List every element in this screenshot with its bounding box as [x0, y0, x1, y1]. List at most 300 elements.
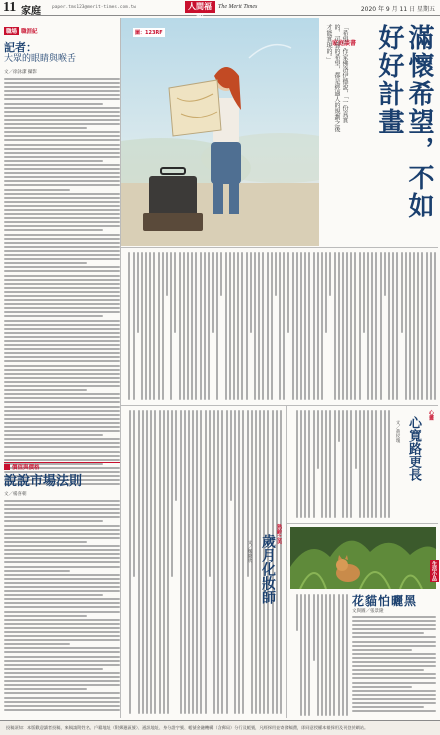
text-column-line: [304, 410, 306, 518]
text-line: [4, 446, 120, 448]
submission-notice: 投稿須知：本版歡迎讀者投稿，來稿請附姓名、戶籍地址（附郵遞區號）、通訊地址、身分證字號、帳號金融機構（含郵局）分行及帳號，凡經採用並寄發稿費，即同意授權本報採用及刊登於網站。: [6, 725, 369, 730]
lower-article-byline: 文／鄭慶欣: [247, 540, 252, 563]
text-line: [4, 635, 120, 637]
text-line: [352, 710, 436, 712]
text-column-line: [149, 252, 151, 400]
text-line: [4, 660, 120, 662]
text-column-line: [216, 252, 218, 400]
text-line: [4, 561, 120, 563]
text-line: [4, 451, 120, 453]
text-column-line: [196, 410, 198, 714]
text-column-line: [409, 252, 411, 400]
text-column-line: [334, 252, 336, 400]
text-line: [4, 229, 103, 231]
text-column-line: [401, 252, 403, 333]
text-line: [4, 418, 120, 420]
text-column-line: [321, 252, 323, 400]
text-column-line: [359, 410, 361, 518]
text-column-line: [237, 252, 239, 400]
text-column-line: [175, 410, 177, 501]
text-column-line: [242, 410, 244, 714]
text-line: [4, 422, 120, 424]
text-column-line: [321, 410, 323, 518]
text-line: [4, 438, 120, 440]
text-line: [4, 160, 103, 162]
lower-article-body: [292, 594, 348, 716]
text-line: [4, 123, 120, 125]
text-line: [4, 570, 70, 572]
text-column-line: [192, 410, 194, 714]
text-line: [4, 566, 120, 568]
text-line: [4, 164, 120, 166]
lower-article-title: 歲月化妝師: [260, 534, 276, 604]
text-line: [352, 669, 424, 671]
text-column-line: [325, 410, 327, 518]
text-line: [4, 315, 103, 317]
text-column-line: [317, 410, 319, 469]
text-column-line: [179, 252, 181, 400]
text-line: [4, 500, 120, 502]
text-line: [4, 299, 120, 301]
article-title: 記者：: [4, 41, 37, 54]
text-column-line: [283, 252, 285, 400]
text-column-line: [300, 252, 302, 400]
text-line: [4, 557, 120, 559]
text-line: [4, 266, 120, 268]
text-line: [352, 641, 436, 643]
text-line: [352, 616, 436, 618]
text-column-line: [367, 410, 369, 518]
text-column-line: [188, 410, 190, 714]
text-column-line: [271, 252, 273, 400]
text-column-line: [317, 594, 319, 716]
text-line: [4, 139, 120, 141]
text-line: [4, 705, 120, 707]
text-column-line: [246, 252, 248, 400]
text-line: [4, 107, 120, 109]
page-number: 11: [3, 0, 17, 15]
text-column-line: [187, 252, 189, 400]
text-column-line: [371, 410, 373, 518]
feature-headline-block: [320, 18, 438, 246]
text-line: [4, 332, 120, 334]
text-column-line: [384, 410, 386, 518]
feature-headline: 滿懷希望，不如好好計畫: [374, 24, 434, 220]
text-column-line: [128, 252, 130, 400]
text-line: [4, 709, 120, 711]
middle-article-title: 心寬路更長: [406, 416, 421, 481]
text-line: [4, 639, 120, 641]
text-column-line: [146, 410, 148, 714]
text-column-line: [142, 410, 144, 714]
text-line: [4, 352, 120, 354]
text-line: [352, 686, 412, 688]
text-line: [4, 131, 120, 133]
price-article-title: 說說市場法則: [4, 474, 83, 489]
feature-badge: 家庭談書: [332, 40, 357, 47]
text-column-line: [204, 252, 206, 400]
price-article-text: [4, 500, 120, 711]
text-column-line: [230, 410, 232, 501]
text-column-line: [275, 252, 277, 296]
text-line: [4, 643, 70, 645]
text-line: [352, 694, 436, 696]
text-column-line: [329, 252, 331, 296]
text-column-line: [171, 410, 173, 577]
text-column-line: [313, 594, 315, 661]
text-line: [4, 90, 120, 92]
text-column-line: [159, 410, 161, 714]
text-line: [4, 291, 120, 293]
text-column-line: [254, 252, 256, 400]
text-line: [4, 553, 120, 555]
text-line: [4, 414, 120, 416]
text-column-line: [137, 252, 139, 333]
text-line: [4, 525, 120, 527]
text-line: [4, 529, 120, 531]
text-line: [4, 295, 120, 297]
text-column-line: [195, 252, 197, 400]
text-line: [4, 86, 120, 88]
column-divider: [286, 405, 287, 718]
text-line: [4, 344, 120, 346]
text-line: [4, 144, 120, 146]
text-line: [4, 193, 120, 195]
text-column-line: [430, 252, 432, 400]
text-column-line: [375, 410, 377, 518]
text-line: [4, 82, 120, 84]
text-line: [352, 636, 436, 638]
text-line: [4, 348, 120, 350]
text-column-line: [333, 594, 335, 716]
text-line: [4, 377, 120, 379]
text-column-line: [300, 410, 302, 518]
text-line: [352, 632, 424, 634]
text-line: [4, 94, 120, 96]
article-subtitle: 大眾的眼睛與喉舌: [4, 54, 77, 64]
price-section-label: [4, 454, 120, 471]
newspaper-logo: 人間福: [185, 1, 215, 13]
text-line: [4, 385, 120, 387]
text-line: [4, 78, 120, 80]
text-column-line: [321, 594, 323, 716]
text-line: [4, 545, 120, 547]
text-line: [4, 389, 87, 391]
text-column-line: [229, 252, 231, 400]
text-column-line: [367, 252, 369, 400]
text-line: [4, 246, 120, 248]
text-line: [4, 217, 120, 219]
text-line: [4, 279, 120, 281]
text-line: [4, 213, 120, 215]
text-line: [4, 668, 103, 670]
text-column-line: [392, 252, 394, 400]
text-column-line: [233, 252, 235, 400]
text-line: [4, 611, 120, 613]
text-column-line: [234, 410, 236, 714]
text-line: [4, 549, 120, 551]
text-line: [4, 520, 103, 522]
text-column-line: [191, 252, 193, 400]
article-kicker: [4, 27, 38, 35]
text-column-line: [304, 594, 306, 716]
text-line: [4, 602, 120, 604]
text-column-line: [200, 252, 202, 400]
text-column-line: [180, 410, 182, 714]
issue-date: 2020 年 9 月 11 日 星期五: [360, 6, 435, 13]
text-line: [4, 651, 120, 653]
text-column-line: [163, 410, 165, 714]
text-line: [4, 311, 120, 313]
text-column-line: [250, 252, 252, 333]
text-line: [4, 410, 120, 412]
text-line: [352, 690, 436, 692]
text-line: [4, 647, 120, 649]
text-line: [4, 168, 120, 170]
text-column-line: [133, 410, 135, 577]
text-line: [4, 275, 120, 277]
text-line: [352, 673, 436, 675]
text-column-line: [350, 252, 352, 400]
text-line: [4, 119, 120, 121]
text-line: [4, 615, 87, 617]
text-line: [4, 606, 120, 608]
text-line: [4, 664, 120, 666]
text-column-line: [346, 594, 348, 716]
text-line: [4, 209, 120, 211]
section-label-text: 價值與價格: [12, 465, 40, 471]
text-line: [4, 586, 120, 588]
feature-photo: [121, 18, 319, 246]
text-line: [4, 197, 120, 199]
text-line: [4, 426, 120, 428]
text-column-line: [304, 252, 306, 400]
text-line: [352, 677, 436, 679]
text-column-line: [212, 252, 214, 333]
text-line: [4, 324, 120, 326]
text-line: [4, 701, 120, 703]
feature-quote: 「希望」作家佛洛伊德說，「一份真實的、可靠的希望，都是經過人的規劃之後才能實現的。」: [325, 24, 348, 132]
text-column-line: [280, 410, 282, 714]
text-line: [4, 262, 87, 264]
text-column-line: [405, 252, 407, 400]
text-line: [4, 172, 120, 174]
text-column-line: [255, 410, 257, 714]
cat-article-title: 花貓怕曬黑: [352, 594, 418, 608]
text-line: [4, 221, 120, 223]
text-column-line: [238, 410, 240, 714]
text-line: [4, 574, 120, 576]
text-line: [4, 176, 120, 178]
text-column-line: [338, 594, 340, 716]
text-column-line: [434, 252, 436, 400]
text-column-line: [350, 410, 352, 518]
text-line: [4, 656, 120, 658]
text-line: [4, 152, 120, 154]
text-column-line: [363, 410, 365, 518]
text-line: [4, 676, 120, 678]
text-line: [4, 307, 120, 309]
text-line: [4, 365, 120, 367]
text-line: [4, 340, 120, 342]
text-line: [4, 148, 120, 150]
text-line: [4, 270, 120, 272]
newspaper-logo-en: The Merit Times: [218, 4, 258, 10]
text-line: [4, 328, 120, 330]
text-line: [4, 442, 120, 444]
text-line: [352, 620, 436, 622]
text-line: [4, 369, 120, 371]
text-line: [352, 657, 436, 659]
text-line: [4, 115, 120, 117]
text-column-line: [317, 252, 319, 400]
text-column-line: [296, 252, 298, 400]
text-line: [4, 111, 120, 113]
text-column-line: [221, 410, 223, 714]
text-line: [4, 680, 120, 682]
text-column-line: [150, 410, 152, 714]
text-line: [4, 406, 120, 408]
text-column-line: [217, 410, 219, 714]
text-line: [4, 533, 120, 535]
text-column-line: [359, 252, 361, 400]
text-column-line: [396, 252, 398, 400]
text-line: [4, 598, 120, 600]
text-line: [4, 393, 120, 395]
text-column-line: [342, 252, 344, 400]
text-column-line: [421, 252, 423, 400]
text-line: [4, 287, 120, 289]
text-line: [4, 594, 103, 596]
text-column-line: [166, 252, 168, 296]
cat-article-byline: 文與圖／張景隆: [352, 609, 384, 614]
text-column-line: [308, 594, 310, 716]
text-line: [4, 537, 120, 539]
row-divider: [121, 247, 438, 248]
text-line: [4, 590, 120, 592]
text-line: [4, 627, 120, 629]
text-column-line: [183, 252, 185, 400]
text-column-line: [329, 410, 331, 518]
text-column-line: [129, 410, 131, 714]
text-column-line: [138, 410, 140, 714]
text-column-line: [174, 252, 176, 333]
text-line: [4, 373, 120, 375]
text-column-line: [375, 252, 377, 400]
text-column-line: [296, 410, 298, 518]
text-line: [4, 225, 120, 227]
cat-article-body: [352, 616, 436, 712]
text-column-line: [162, 252, 164, 400]
text-line: [352, 706, 424, 708]
text-column-line: [346, 252, 348, 400]
cat-in-plants-image: [290, 527, 436, 589]
row-divider: [121, 405, 438, 406]
text-line: [4, 697, 120, 699]
text-line: [4, 672, 120, 674]
text-line: [4, 238, 120, 240]
text-line: [4, 336, 120, 338]
text-line: [352, 653, 436, 655]
text-column-line: [170, 252, 172, 400]
cat-photo: [290, 527, 436, 589]
text-column-line: [371, 252, 373, 400]
text-column-line: [154, 410, 156, 714]
text-line: [4, 254, 120, 256]
text-column-line: [262, 252, 264, 400]
text-column-line: [426, 252, 428, 400]
text-column-line: [267, 252, 269, 400]
text-column-line: [208, 252, 210, 400]
text-column-line: [258, 252, 260, 400]
text-line: [4, 303, 120, 305]
text-line: [4, 127, 87, 129]
section-name: 家庭: [21, 6, 41, 17]
text-column-line: [226, 410, 228, 714]
text-line: [352, 624, 436, 626]
text-column-line: [417, 252, 419, 400]
row-divider: [286, 523, 438, 524]
text-line: [352, 649, 412, 651]
text-column-line: [133, 252, 135, 400]
text-line: [4, 103, 103, 105]
text-column-line: [388, 252, 390, 400]
text-line: [4, 242, 120, 244]
traveler-illustration: [121, 18, 319, 246]
text-line: [4, 508, 120, 510]
text-line: [4, 434, 103, 436]
text-line: [4, 578, 120, 580]
text-column-line: [241, 252, 243, 400]
text-line: [352, 661, 436, 663]
middle-article-label: 心靈: [428, 410, 434, 420]
page-footer: [0, 720, 440, 735]
page-header: [0, 0, 440, 16]
text-column-line: [384, 252, 386, 296]
text-line: [4, 397, 120, 399]
text-column-line: [158, 252, 160, 400]
text-column-line: [279, 252, 281, 400]
text-line: [4, 623, 120, 625]
text-column-line: [342, 410, 344, 518]
text-column-line: [380, 410, 382, 518]
text-column-line: [338, 252, 340, 400]
text-line: [4, 512, 120, 514]
text-column-line: [342, 594, 344, 716]
text-column-line: [329, 594, 331, 716]
text-line: [4, 189, 70, 191]
text-line: [352, 702, 436, 704]
article-byline: 文／徐詠潔 攝影: [4, 70, 37, 75]
text-column-line: [225, 252, 227, 400]
section-url[interactable]: paper.tms123@merit-times.com.tw: [52, 5, 136, 10]
text-column-line: [300, 594, 302, 716]
text-column-line: [184, 410, 186, 714]
text-line: [4, 504, 120, 506]
kicker-tag: 職場: [6, 29, 18, 35]
text-column-line: [167, 410, 169, 714]
price-article-byline: 文／楊喜朝: [4, 492, 27, 497]
text-line: [4, 516, 120, 518]
text-column-line: [334, 410, 336, 518]
text-column-line: [213, 410, 215, 714]
text-line: [4, 631, 120, 633]
text-line: [4, 250, 120, 252]
text-line: [4, 184, 120, 186]
text-line: [4, 582, 120, 584]
text-column-line: [325, 594, 327, 716]
text-line: [4, 360, 120, 362]
